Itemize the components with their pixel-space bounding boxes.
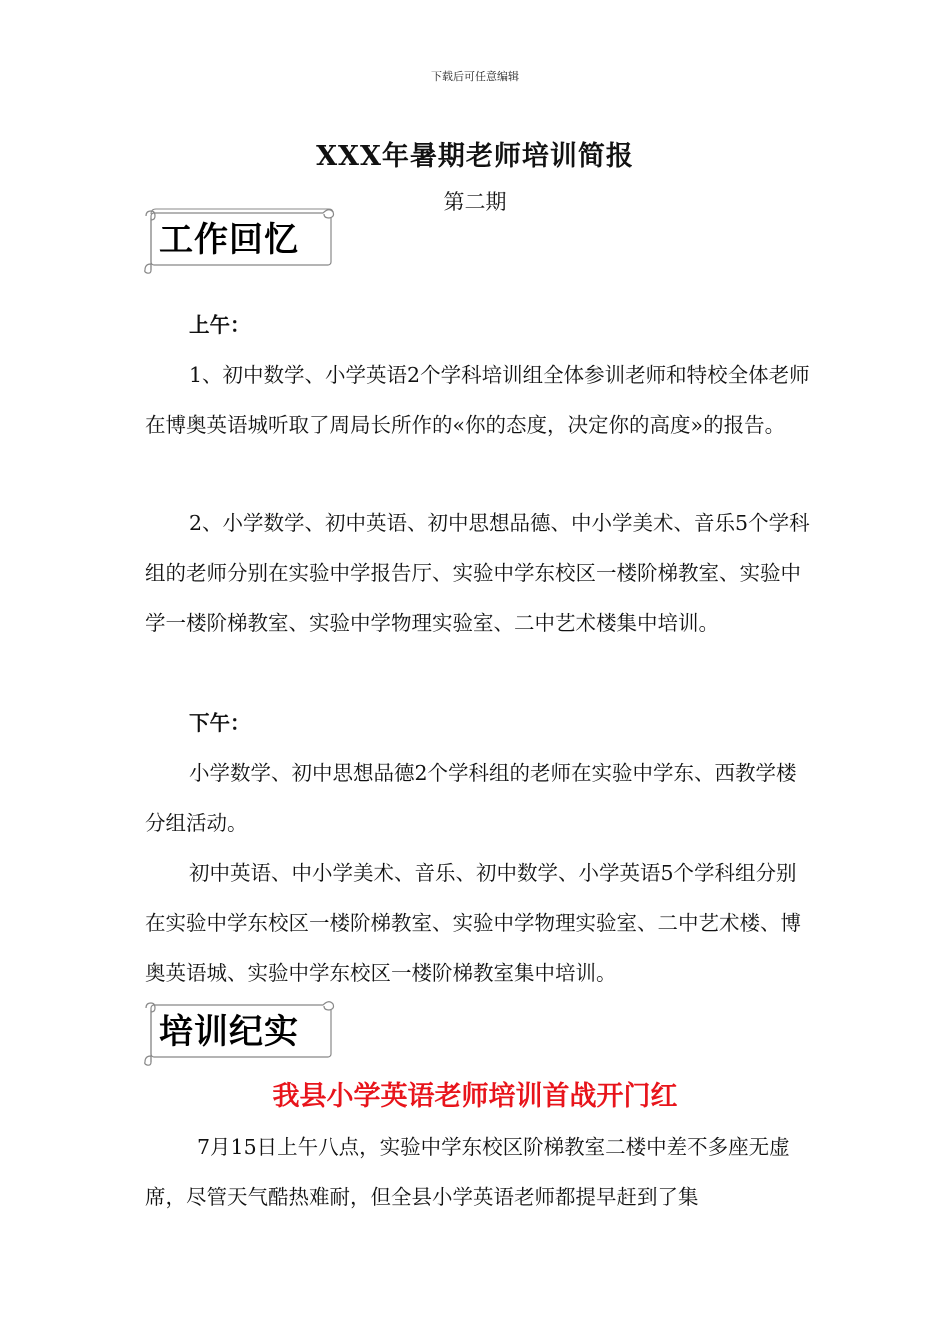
section-banner-work-review — [143, 208, 335, 274]
banner-label: 培训纪实 — [159, 1012, 299, 1052]
news-paragraph: 7月15日上午八点，实验中学东校区阶梯教室二楼中差不多座无虚席，尽管天气酷热难耐，但全县小学英语老师都提早赶到了集 — [145, 1135, 790, 1209]
morning-label: 上午： — [189, 313, 251, 337]
issue-number: 第二期 — [443, 190, 507, 214]
section-banner-training-record — [143, 1000, 335, 1066]
morning-paragraph-1: 1、初中数学、小学英语2个学科培训组全体参训老师和特校全体老师在博奥英语城听取了周局长所作的«你的态度，决定你的高度»的报告。 — [145, 363, 810, 437]
page-title: XXX年暑期老师培训简报 — [316, 141, 634, 172]
afternoon-paragraph-1: 小学数学、初中思想品德2个学科组的老师在实验中学东、西教学楼分组活动。 — [145, 761, 797, 835]
afternoon-label: 下午： — [189, 711, 251, 735]
news-headline: 我县小学英语老师培训首战开门红 — [272, 1081, 678, 1112]
header-note: 下载后可任意编辑 — [431, 70, 519, 83]
morning-paragraph-2: 2、小学数学、初中英语、初中思想品德、中小学美术、音乐5个学科组的老师分别在实验中学报告厅、实验中学东校区一楼阶梯教室、实验中学一楼阶梯教室、实验中学物理实验室、二中艺术楼集中培训。 — [145, 511, 810, 635]
afternoon-paragraph-2: 初中英语、中小学美术、音乐、初中数学、小学英语5个学科组分别在实验中学东校区一楼阶梯教室、实验中学物理实验室、二中艺术楼、博奥英语城、实验中学东校区一楼阶梯教室集中培训。 — [145, 861, 801, 985]
banner-label: 工作回忆 — [159, 220, 299, 260]
